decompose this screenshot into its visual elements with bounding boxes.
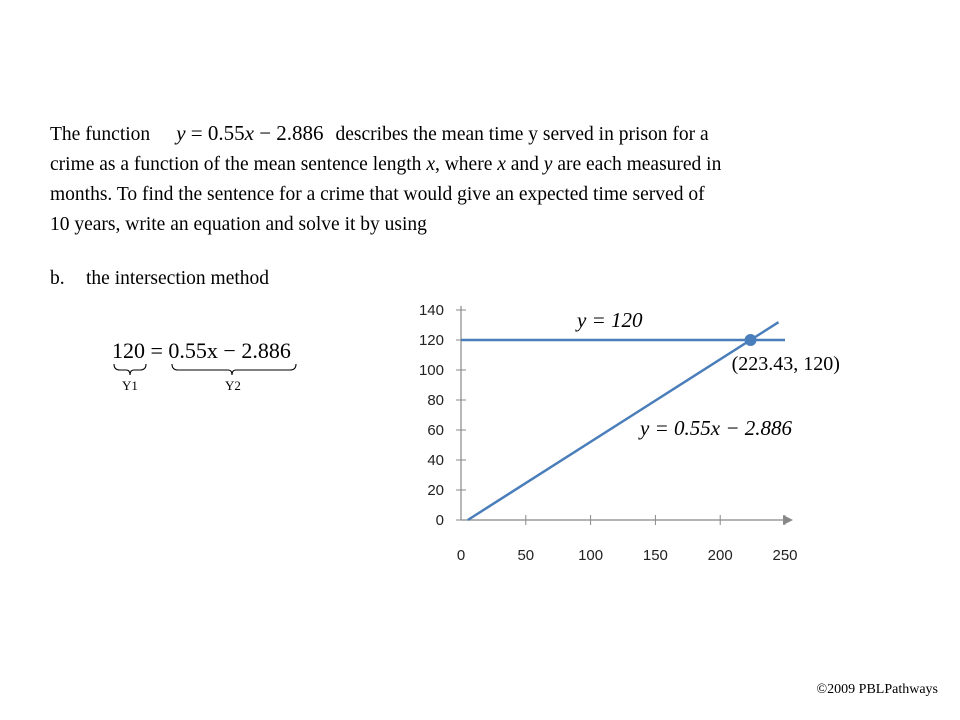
paragraph-line-1-end: describes the mean time y served in prison for a [335, 124, 709, 145]
horizontal-line-label: y = 120 [577, 308, 643, 332]
equation-rhs: 0.55x − 2.886 [168, 338, 291, 363]
line2-part-d: are each measured in [552, 154, 722, 175]
y1-label: Y1 [122, 378, 138, 393]
intersection-label: (223.43, 120) [731, 353, 840, 375]
y-tick-label: 120 [418, 332, 444, 349]
line2-var-y: y [543, 154, 553, 175]
x-tick-label: 250 [772, 547, 798, 564]
y-tick-label: 140 [418, 302, 444, 319]
intersection-point [745, 334, 757, 346]
line2-part-a: crime as a function of the mean sentence length [50, 154, 427, 175]
y-tick-label: 100 [418, 362, 444, 379]
y-tick-label: 40 [427, 452, 444, 469]
function-eq-op: = [190, 121, 203, 145]
line2-part-c: and [505, 154, 544, 175]
line2-part-b: , where [434, 154, 498, 175]
paragraph-line-1-start: The function [50, 124, 151, 145]
function-eq-const: − 2.886 [253, 121, 324, 145]
part-b-letter: b. [50, 268, 65, 289]
x-tick-label: 0 [456, 547, 466, 564]
function-eq-coef: 0.55 [207, 121, 245, 145]
slanted-line-label: y = 0.55x − 2.886 [640, 416, 792, 440]
y-tick-label: 20 [427, 482, 444, 499]
x-tick-label: 150 [642, 547, 668, 564]
copyright-credit: ©2009 PBLPathways [816, 682, 938, 697]
equation-lhs: 120 [112, 338, 145, 363]
y-tick-label: 80 [427, 392, 444, 409]
function-eq-var: x [244, 121, 254, 145]
part-b-text: the intersection method [86, 268, 270, 289]
line2-var-x2: x [497, 154, 506, 175]
paragraph-line-3: months. To find the sentence for a crime that would give an expected time served of [50, 184, 705, 205]
x-tick-label: 50 [517, 547, 535, 564]
function-eq-lhs: y [176, 121, 186, 145]
x-tick-label: 100 [578, 547, 604, 564]
y-tick-label: 0 [435, 512, 444, 529]
line2-var-x: x [426, 154, 435, 175]
y2-label: Y2 [225, 378, 241, 393]
paragraph-line-4: 10 years, write an equation and solve it by using [50, 214, 427, 235]
chart-labels [575, 308, 840, 440]
x-tick-label: 200 [707, 547, 733, 564]
y-tick-label: 60 [427, 422, 444, 439]
equation-equals: = [145, 338, 169, 363]
